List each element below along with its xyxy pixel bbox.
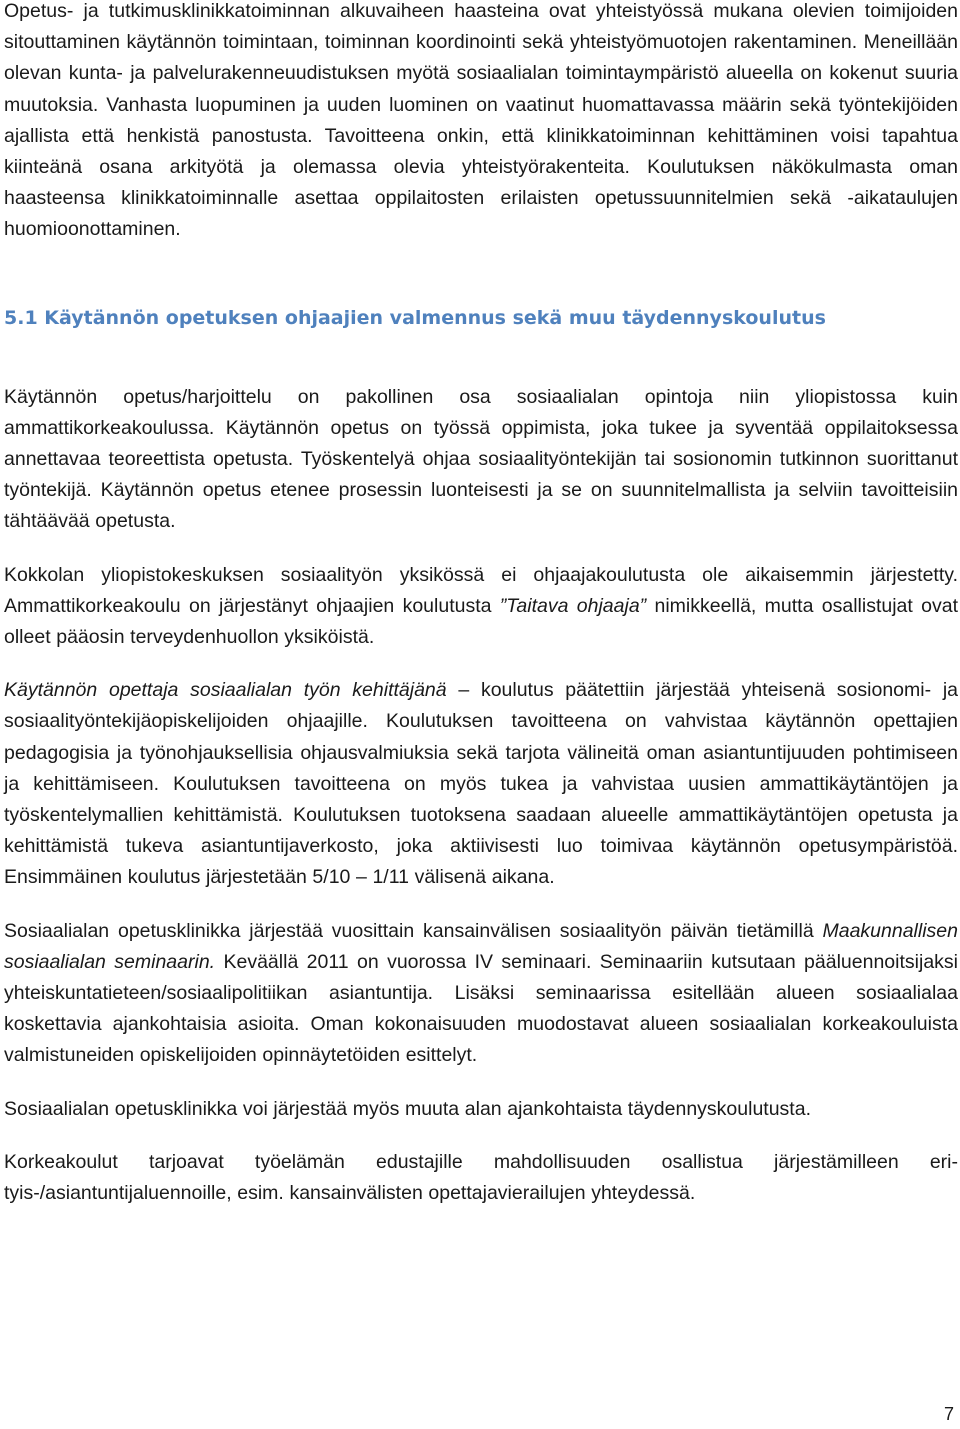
- paragraph-text: Kokkolan yliopistokeskuksen sosiaalityön yksikössä ei ohjaajakoulutusta ole aikaisemmin järjestetty. Ammattikorkeakoulu on järjestänyt ohjaajien koulutusta: [4, 563, 958, 617]
- course-title-italic: Käytännön opettaja sosiaalialan työn kehittäjänä: [4, 679, 447, 702]
- paragraph-expert-lectures: Korkeakoulut tarjoavat työelämän edustajille mahdollisuuden osallistua järjestämilleen erityis-/asiantuntijaluennoille, esim. kansainvälisten opettajavierailujen yhteydessä.: [4, 1150, 958, 1205]
- paragraph-other-training: Sosiaalialan opetusklinikka voi järjestää myös muuta alan ajankohtaista täydennyskoulutusta.: [4, 1097, 811, 1120]
- paragraph-course-description: [4, 675, 958, 893]
- paragraph-text: Keväällä 2011 on vuorossa IV seminaari. Seminaariin kutsutaan pääluennoitsijaksi yhteiskuntatieteen/sosiaalipolitiikan asiantuntija. Lisäksi seminaarissa esitellään alueen sosiaalialaa koskettavia ajankohtaisia asioita. Oman kokonaisuuden muodostavat alueen sosiaalialan korkeakouluista valmistuneiden opiskelijoiden opinnäytetöiden esittelyt.: [4, 950, 958, 1067]
- paragraph-seminar: [4, 916, 958, 1072]
- paragraph-practical-training: Käytännön opetus/harjoittelu on pakollinen osa sosiaalialan opintoja niin yliopistossa kuin ammattikorkeakoulussa. Käytännön opetus on työssä oppimista, joka tukee ja syventää oppilaitoksessa annettavaa teoreettista opetusta. Työskentelyä ohjaa sosiaalityöntekijän tai sosionomin tutkinnon suorittanut työntekijä. Käytännön opetus etenee prosessin luonteisesti ja se on suunnitelmallista ja selviin tavoitteisiin tähtäävää opetusta.: [4, 385, 958, 533]
- paragraph-text: – koulutus päätettiin järjestää yhteisenä sosionomi- ja sosiaalityöntekijäopiskelijoiden ohjaajille. Koulutuksen tavoitteena on vahvistaa käytännön opettajien pedagogisia ja työnohjauksellisia ohjausvalmiuksia sekä tarjota välineitä oman asiantuntijuuden pohtimiseen ja kehittämiseen. Koulutuksen tavoitteena on myös tukea ja vahvistaa uusien ammattikäytäntöjen ja työskentelymallien kehittämistä. Koulutuksen tuotoksena saadaan alueelle ammattikäytäntöjen opetusta ja kehittämistä tukeva asiantuntijaverkosto, joka aktiivisesti luo toimivaa käytännön opetusympäristöä. Ensimmäinen koulutus järjestetään 5/10 – 1/11 välisenä aikana.: [4, 679, 958, 889]
- seminar-name-italic: Maakunnallisen sosiaalialan seminaarin.: [4, 919, 958, 973]
- section-heading: 5.1 Käytännön opetuksen ohjaajien valmennus sekä muu täydennyskoulutus: [4, 306, 826, 329]
- paragraph-supervisor-training: [4, 560, 958, 654]
- intro-paragraph: Opetus- ja tutkimusklinikkatoiminnan alkuvaiheen haasteina ovat yhteistyössä mukana olevien toimijoiden sitouttaminen käytännön toimintaan, toiminnan koordinointi sekä yhteistyömuotojen rakentaminen. Meneillään olevan kunta- ja palvelurakenneuudistuksen myötä sosiaalialan toimintaympäristö alueella on kokenut suuria muutoksia. Vanhasta luopuminen ja uuden luominen on vaatinut huomattavassa määrin sekä työntekijöiden ajallista että henkistä panostusta. Tavoitteena onkin, että klinikkatoiminnan kehittäminen voisi tapahtua kiinteänä osana arkityötä ja olemassa olevia yhteistyörakenteita. Koulutuksen näkökulmasta oman haasteensa klinikkatoiminnalle asettaa oppilaitosten erilaisten opetussuunnitelmien sekä -aikataulujen huomioonottaminen.: [4, 0, 958, 241]
- paragraph-text: Sosiaalialan opetusklinikka järjestää vuosittain kansainvälisen sosiaalityön päivän tietämillä: [4, 919, 823, 942]
- page-number: 7: [943, 1404, 954, 1424]
- paragraph-text: nimikkeellä, mutta osallistujat ovat olleet pääosin terveydenhuollon yksiköistä.: [4, 594, 958, 649]
- course-name-italic: ”Taitava ohjaaja”: [499, 594, 647, 617]
- document-page: [4, 0, 958, 1209]
